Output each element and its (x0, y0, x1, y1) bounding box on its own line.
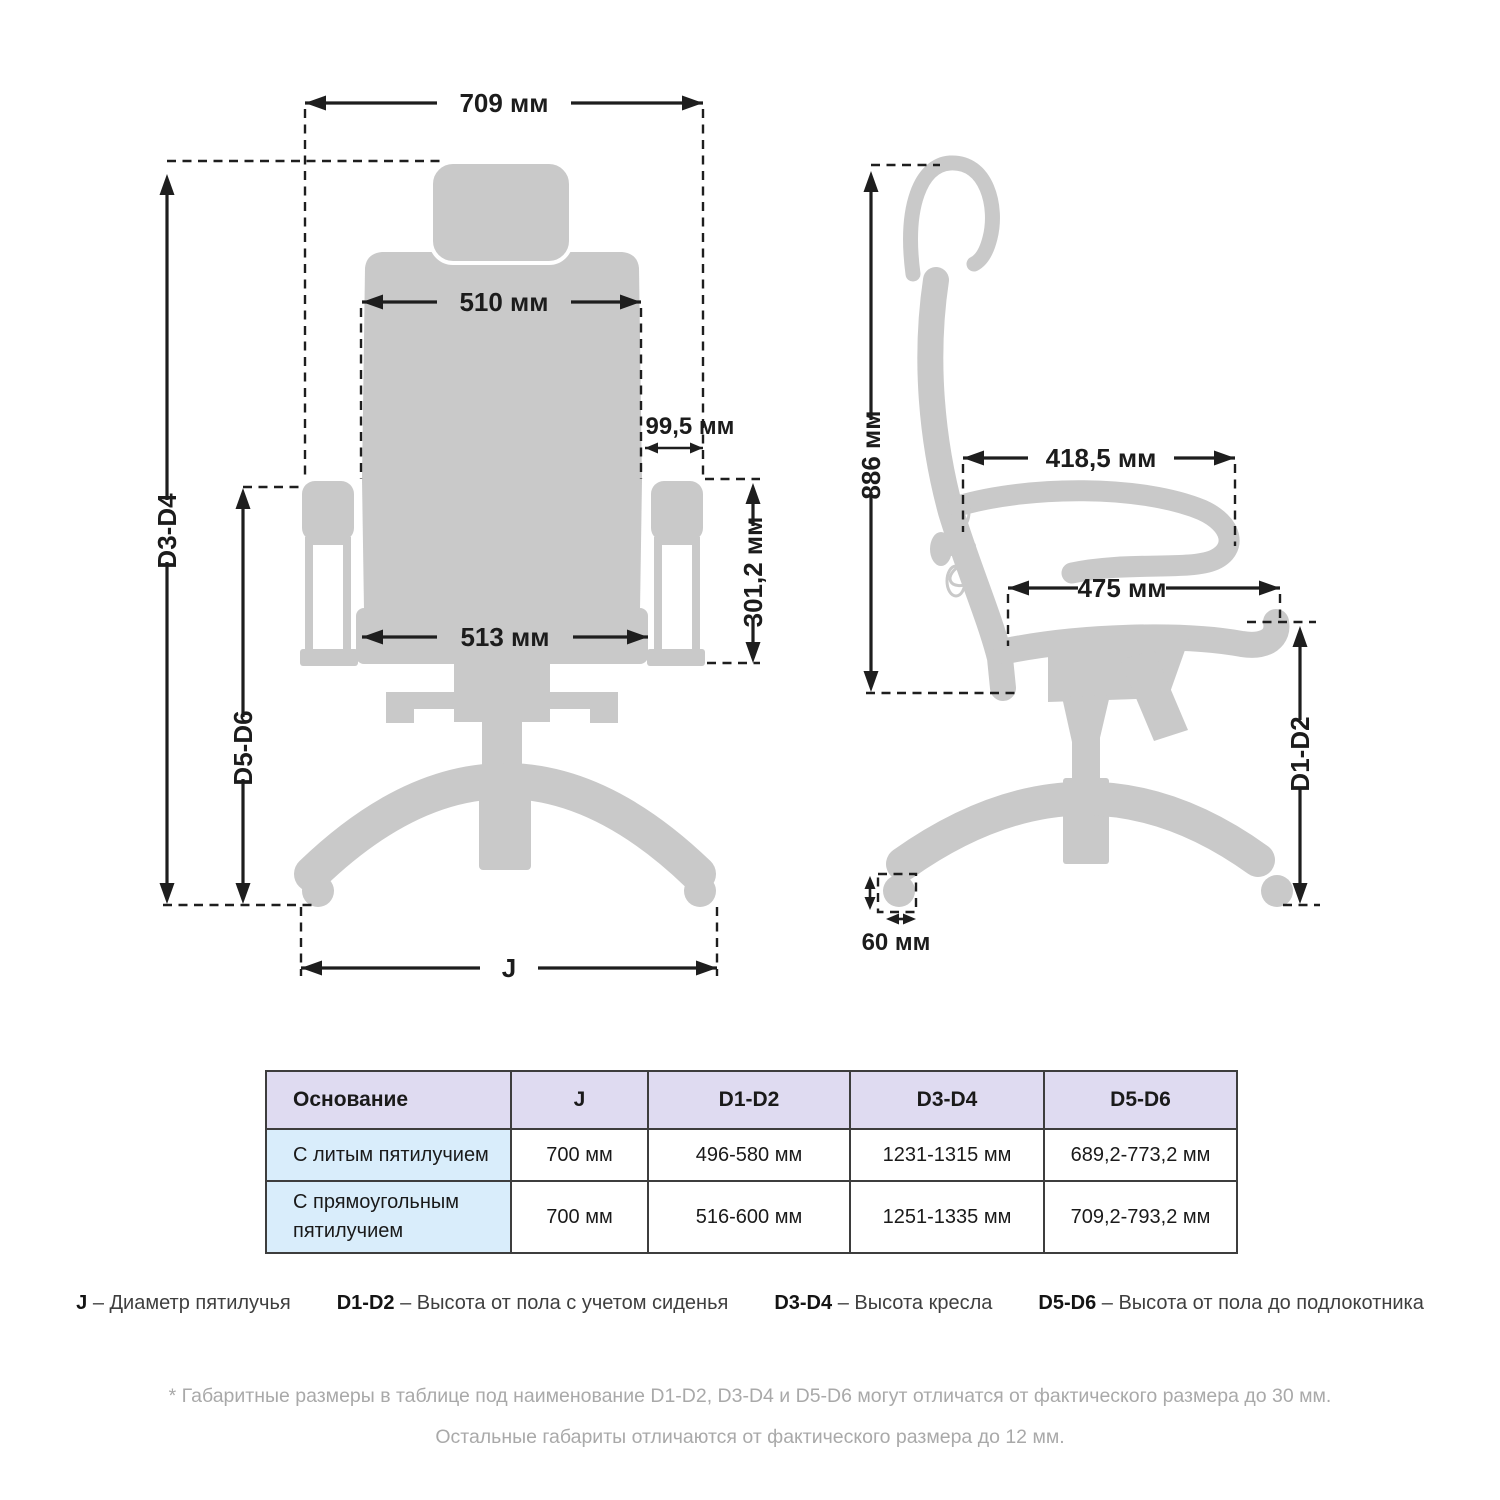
dim-d5-d6-label: D5-D6 (228, 710, 258, 786)
dim-99-5 (645, 413, 734, 454)
dim-d3-d4 (152, 174, 182, 904)
footnote (0, 1376, 1500, 1458)
dim-513-label: 513 мм (460, 622, 550, 652)
dim-709-label: 709 мм (459, 88, 549, 118)
col-header-d3d4: D3-D4 (850, 1071, 1044, 1129)
legend-item-j (76, 1292, 291, 1315)
chair-front-view (300, 162, 716, 907)
cell-value: 1231-1315 мм (850, 1129, 1044, 1181)
front-crossbar-tab-left (386, 706, 414, 723)
front-headrest (431, 162, 571, 263)
dim-418-5 (963, 443, 1235, 473)
dim-60-label: 60 мм (861, 929, 931, 956)
col-header-d5d6: D5-D6 (1044, 1071, 1237, 1129)
legend-desc: – Высота от пола до подлокотника (1101, 1292, 1424, 1314)
side-caster-left (883, 875, 915, 907)
dimensions-table (265, 1070, 1238, 1254)
chair-side-view (883, 163, 1293, 907)
side-caster-right (1261, 875, 1293, 907)
dim-d1-d2-label: D1-D2 (1285, 716, 1315, 792)
col-header-d1d2: D1-D2 (648, 1071, 850, 1129)
front-mechanism (454, 660, 550, 722)
legend-key: J (76, 1292, 88, 1314)
dim-418-5-label: 418,5 мм (1045, 443, 1157, 473)
front-armrest-left-foot (300, 649, 358, 666)
dim-d5-d6 (228, 488, 258, 904)
front-caster-left (302, 875, 334, 907)
legend-item-d3d4 (774, 1292, 992, 1315)
dim-j-label: J (501, 953, 517, 983)
side-backrest-frame (930, 280, 1003, 688)
legend-key: D5-D6 (1038, 1292, 1097, 1314)
dim-475-label: 475 мм (1077, 573, 1167, 603)
col-header-j: J (511, 1071, 648, 1129)
dim-301-2-label: 301,2 мм (738, 516, 768, 628)
col-header-base: Основание (266, 1071, 511, 1129)
cell-value: 689,2-773,2 мм (1044, 1129, 1237, 1181)
legend-key: D1-D2 (336, 1292, 395, 1314)
legend-item-d5d6 (1038, 1292, 1423, 1315)
table-row (266, 1129, 1237, 1181)
dim-475 (1008, 573, 1280, 603)
row-label: С прямоугольным пятилучием (266, 1181, 511, 1253)
dim-301-2 (738, 483, 768, 663)
front-armrest-left-post (309, 541, 347, 653)
footnote-line-2: Остальные габариты отличаются от фактического размера до 12 мм. (435, 1426, 1065, 1448)
dim-d3-d4-label: D3-D4 (152, 493, 182, 569)
dim-d1-d2 (1285, 626, 1315, 904)
legend-desc: – Высота кресла (837, 1292, 993, 1314)
front-crossbar-tab-right (590, 706, 618, 723)
side-armrest (958, 491, 1229, 573)
legend (0, 1292, 1500, 1315)
dim-j (301, 953, 717, 983)
front-caster-right (684, 875, 716, 907)
cell-value: 1251-1335 мм (850, 1181, 1044, 1253)
dim-886-label: 886 мм (856, 410, 886, 500)
cell-value: 516-600 мм (648, 1181, 850, 1253)
table-header-row (266, 1071, 1237, 1129)
dim-510-label: 510 мм (459, 287, 549, 317)
legend-desc: – Высота от пола с учетом сиденья (400, 1292, 729, 1314)
cell-value: 700 мм (511, 1181, 648, 1253)
legend-desc: – Диаметр пятилучья (92, 1292, 291, 1314)
front-armrest-left-pad (302, 481, 354, 541)
dim-886 (856, 171, 886, 692)
side-headrest (911, 163, 993, 274)
dim-709 (305, 88, 703, 118)
cell-value: 700 мм (511, 1129, 648, 1181)
side-column-neck (1062, 695, 1110, 742)
cell-value: 496-580 мм (648, 1129, 850, 1181)
front-base-hub (479, 770, 531, 870)
row-label: С литым пятилучием (266, 1129, 511, 1181)
front-armrest-right-foot (647, 649, 705, 666)
front-crossbar (386, 692, 618, 709)
table-row (266, 1181, 1237, 1253)
dim-99-5-label: 99,5 мм (645, 413, 735, 440)
cell-value: 709,2-793,2 мм (1044, 1181, 1237, 1253)
side-knob-stem (948, 542, 976, 556)
front-armrest-right-pad (651, 481, 703, 541)
legend-item-d1d2 (337, 1292, 729, 1315)
footnote-line-1: * Габаритные размеры в таблице под наименование D1-D2, D3-D4 и D5-D6 могут отличатся от фактического размера до 30 мм. (168, 1385, 1332, 1407)
legend-key: D3-D4 (774, 1292, 833, 1314)
front-armrest-right-post (658, 541, 696, 653)
